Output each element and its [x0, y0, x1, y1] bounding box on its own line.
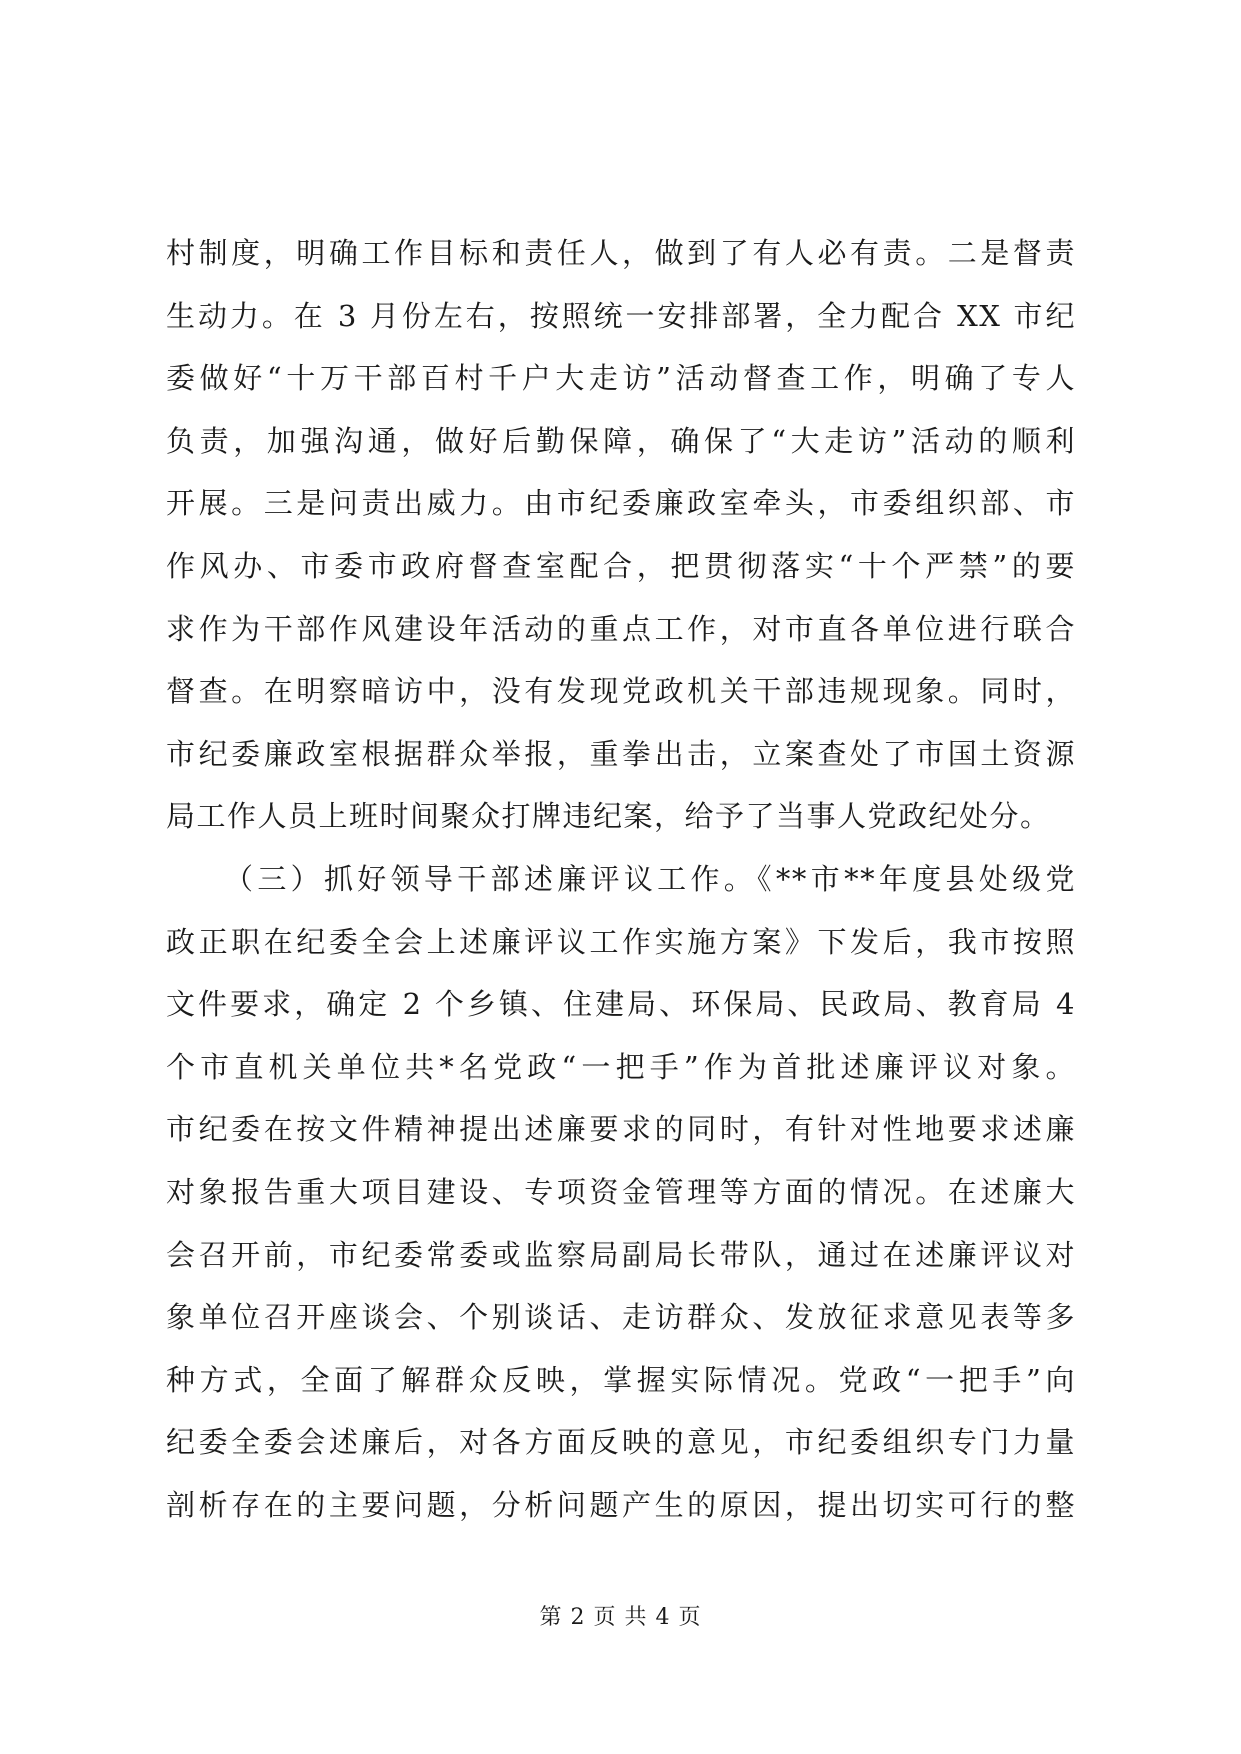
text-line: 政正职在纪委全会上述廉评议工作实施方案》下发后，我市按照 [166, 924, 1076, 959]
text-line: 种方式，全面了解群众反映，掌握实际情况。党政“一把手”向 [166, 1362, 1076, 1397]
section-heading-line: （三）抓好领导干部述廉评议工作。《**市**年度县处级党 [224, 861, 1076, 896]
body-text [166, 222, 1076, 1536]
text-line: 求作为干部作风建设年活动的重点工作，对市直各单位进行联合 [166, 611, 1076, 646]
text-line: 象单位召开座谈会、个别谈话、走访群众、发放征求意见表等多 [166, 1300, 1076, 1335]
text-line: 文件要求，确定 2 个乡镇、住建局、环保局、民政局、教育局 4 [166, 987, 1076, 1022]
page-number-footer: 第 2 页 共 4 页 [539, 1605, 702, 1630]
text-line: 市纪委在按文件精神提出述廉要求的同时，有针对性地要求述廉 [166, 1112, 1076, 1147]
text-line: 村制度，明确工作目标和责任人，做到了有人必有责。二是督责 [166, 236, 1076, 270]
text-line: 委做好“十万干部百村千户大走访”活动督查工作，明确了专人 [166, 361, 1076, 396]
text-line: 负责，加强沟通，做好后勤保障，确保了“大走访”活动的顺利 [166, 423, 1076, 458]
text-line: 生动力。在 3 月份左右，按照统一安排部署，全力配合 XX 市纪 [166, 298, 1076, 333]
text-line: 作风办、市委市政府督查室配合，把贯彻落实“十个严禁”的要 [166, 548, 1076, 583]
text-line: 对象报告重大项目建设、专项资金管理等方面的情况。在述廉大 [166, 1174, 1076, 1209]
text-line: 开展。三是问责出威力。由市纪委廉政室牵头，市委组织部、市 [166, 486, 1076, 521]
text-line: 督查。在明察暗访中，没有发现党政机关干部违规现象。同时， [166, 674, 1076, 709]
text-line: 市纪委廉政室根据群众举报，重拳出击，立案查处了市国土资源 [166, 736, 1076, 771]
text-line: 会召开前，市纪委常委或监察局副局长带队，通过在述廉评议对 [166, 1237, 1076, 1272]
text-line: 剖析存在的主要问题，分析问题产生的原因，提出切实可行的整 [166, 1487, 1076, 1522]
text-line: 个市直机关单位共*名党政“一把手”作为首批述廉评议对象。 [166, 1049, 1076, 1084]
text-line: 局工作人员上班时间聚众打牌违纪案，给予了当事人党政纪处分。 [166, 799, 1051, 834]
text-line: 纪委全委会述廉后，对各方面反映的意见，市纪委组织专门力量 [166, 1425, 1076, 1460]
